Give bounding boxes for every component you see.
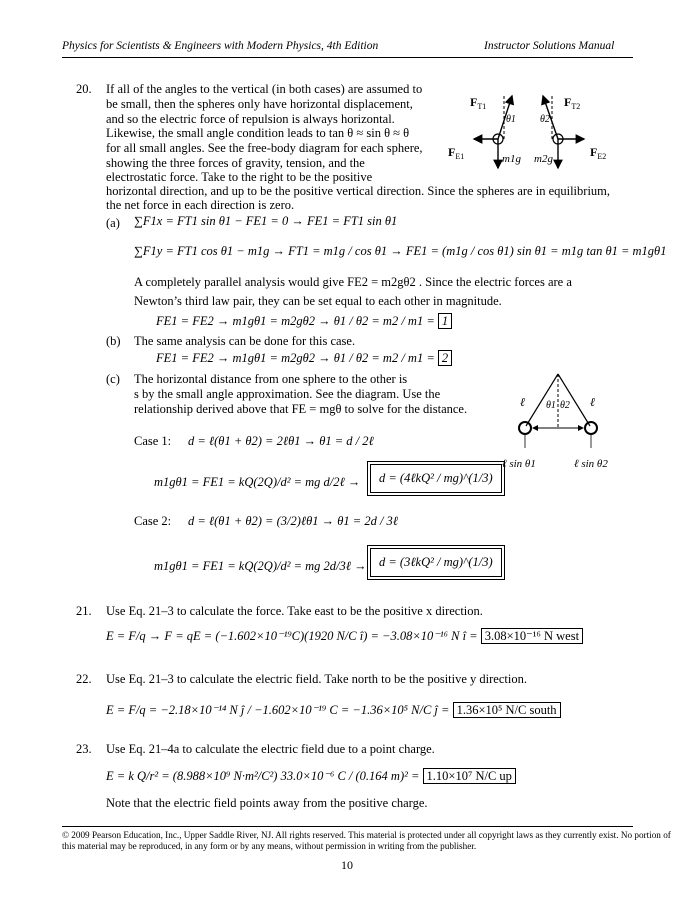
part-a-eq-ratio: FE1 = FE2 → m1gθ1 = m2gθ2 → θ1 / θ2 = m2 / m1 = 1 [156,314,452,329]
p23-note: Note that the electric field points away from the positive charge. [106,796,428,810]
m2g-label: m2g [534,153,553,165]
part-c-text-2: s by the small angle approximation. See the diagram. Use the [134,387,441,401]
p21-text: Use Eq. 21–3 to calculate the force. Take east to be the positive x direction. [106,604,483,618]
fe2-label: $F_{E2}$ [590,145,607,161]
part-a-eq-x: ∑F1x = FT1 sin θ1 − FE1 = 0 → FE1 = FT1 sin θ1 [134,214,398,228]
p23-equation: E = k Q/r² = (8.988×10⁹ N·m²/C²) 33.0×10⁻⁶ C / (0.164 m)² = 1.10×10⁷ N/C up [106,768,516,784]
part-b-label: (b) [106,334,121,348]
copyright-notice: © 2009 Pearson Education, Inc., Upper Saddle River, NJ. All rights reserved. This material is protected under all copyright laws as they currently exist. No portion of this material may be reproduced, in any form or by any means, without permission in writing from the publisher. [62,830,671,851]
theta2-label: θ2 [540,114,550,125]
part-c-text-3: relationship derived above that FE = mgθ to solve for the distance. [134,402,468,416]
ft1-label: $F_{T1}$ [470,95,487,111]
problem-number-21: 21. [76,604,92,618]
part-a-text-2: Newton’s third law pair, they can be set equal to each other in magnitude. [134,294,502,308]
p23-answer: 1.10×10⁷ N/C up [423,768,516,784]
part-b-answer: 2 [438,350,452,366]
case-1-answer: d = (4ℓkQ² / mg)^(1/3) [370,464,502,493]
footer-rule [62,826,633,827]
running-header-manual: Instructor Solutions Manual [484,40,615,52]
part-c-text-1: The horizontal distance from one sphere to the other is [134,372,408,386]
case-2-answer: d = (3ℓkQ² / mg)^(1/3) [370,548,502,577]
case-1-eq-2: m1gθ1 = FE1 = kQ(2Q)/d² = mg d/2ℓ → [154,475,361,489]
p20-line-6: showing the three forces of gravity, tension, and the [106,156,365,170]
svg-text:θ2: θ2 [560,400,570,411]
case-2-eq-2: m1gθ1 = FE1 = kQ(2Q)/d² = mg 2d/3ℓ → [154,559,367,573]
svg-text:ℓ sin θ2: ℓ sin θ2 [574,458,608,470]
fe1-label: $F_{E1}$ [448,145,465,161]
p20-line-3: and so the electric force of repulsion is always horizontal. [106,112,395,126]
header-rule [62,57,633,58]
p20-line-2: be small, then the spheres only have horizontal displacement, [106,97,413,111]
problem-number-20: 20. [76,82,92,96]
svg-text:ℓ: ℓ [520,395,525,409]
case-2-eq-1: d = ℓ(θ1 + θ2) = (3/2)ℓθ1 → θ1 = 2d / 3ℓ [188,514,399,528]
part-a-label: (a) [106,216,120,230]
p21-equation: E = F/q → F = qE = (−1.602×10⁻¹⁹C)(1920 N/C î) = −3.08×10⁻¹⁶ N î = 3.08×10⁻¹⁶ N west [106,628,583,644]
problem-number-23: 23. [76,742,92,756]
p20-line-1: If all of the angles to the vertical (in both cases) are assumed to [106,82,423,96]
svg-text:ℓ: ℓ [590,395,595,409]
p20-line-4: Likewise, the small angle condition leads to tan θ ≈ sin θ ≈ θ [106,126,410,140]
p22-answer: 1.36×10⁵ N/C south [453,702,561,718]
case-2-label: Case 2: [134,514,172,528]
p22-equation: E = F/q = −2.18×10⁻¹⁴ N ĵ / −1.602×10⁻¹⁹ C = −1.36×10⁵ N/C ĵ = 1.36×10⁵ N/C south [106,702,561,718]
theta1-label: θ1 [506,114,516,125]
ft2-label: $F_{T2}$ [564,95,581,111]
p22-text: Use Eq. 21–3 to calculate the electric field. Take north to be the positive y direction. [106,672,527,686]
free-body-diagram [440,84,630,174]
page-number: 10 [341,858,353,872]
svg-text:ℓ sin θ1: ℓ sin θ1 [502,458,536,470]
part-b-text: The same analysis can be done for this case. [134,334,356,348]
p20-line-8: horizontal direction, and up to be the positive vertical direction. Since the spheres are in equilibrium, [106,184,611,198]
p23-text: Use Eq. 21–4a to calculate the electric field due to a point charge. [106,742,435,756]
part-c-label: (c) [106,372,120,386]
p20-line-7: electrostatic force. Take to the right to be the positive [106,170,373,184]
part-b-eq-ratio: FE1 = FE2 → m1gθ1 = m2gθ2 → θ1 / θ2 = m2 / m1 = 2 [156,351,452,366]
p20-line-5: for all small angles. See the free-body diagram for each sphere, [106,141,423,155]
case-1-eq-1: d = ℓ(θ1 + θ2) = 2ℓθ1 → θ1 = d / 2ℓ [188,434,374,448]
geometry-diagram [498,366,618,476]
problem-number-22: 22. [76,672,92,686]
running-header-title: Physics for Scientists & Engineers with Modern Physics, 4th Edition [62,40,379,52]
case-1-label: Case 1: [134,434,172,448]
part-a-eq-y: ∑F1y = FT1 cos θ1 − m1g → FT1 = m1g / cos θ1 → FE1 = (m1g / cos θ1) sin θ1 = m1g tan θ1 = m1gθ1 [134,244,667,258]
m1g-label: m1g [502,153,521,165]
part-a-answer: 1 [438,313,452,329]
svg-text:θ1: θ1 [546,400,556,411]
part-a-text-1: A completely parallel analysis would give FE2 = m2gθ2 . Since the electric forces are a [134,275,572,289]
p20-line-9: the net force in each direction is zero. [106,198,295,212]
p21-answer: 3.08×10⁻¹⁶ N west [481,628,583,644]
